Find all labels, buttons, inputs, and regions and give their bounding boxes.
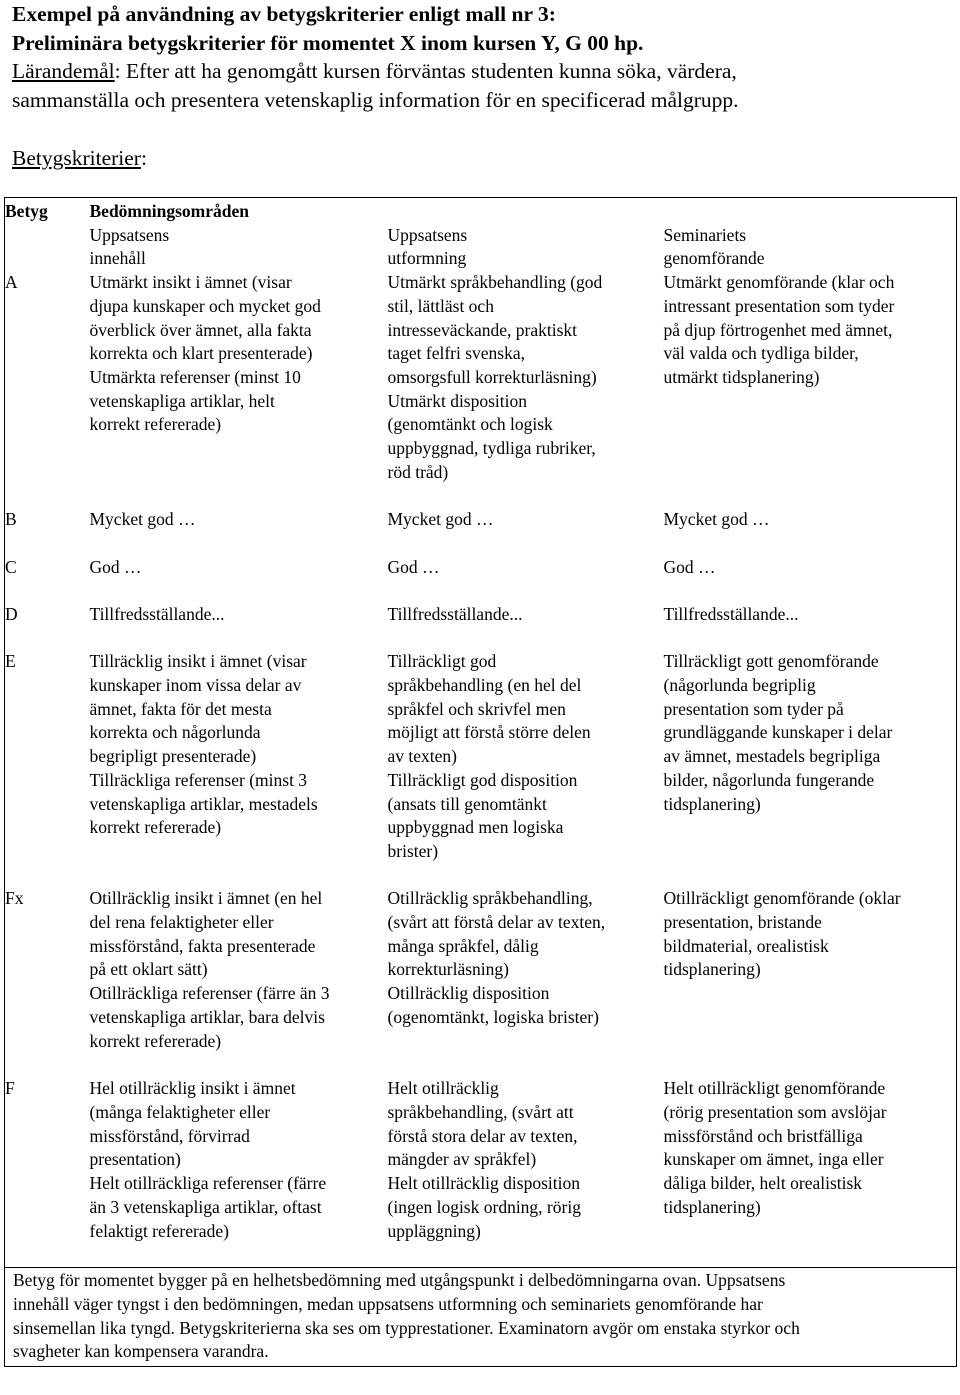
table-row	[5, 650, 957, 887]
learning-goal-continuation: sammanställa och presentera vetenskaplig information för en specificerad målgrupp.	[12, 87, 739, 112]
learning-goal-text: : Efter att ha genomgått kursen förväntas studenten kunna söka, värdera,	[114, 59, 737, 83]
area-column-headers	[5, 224, 957, 271]
criteria-cell: Otillräcklig insikt i ämnet (en hel del rena felaktigheter eller missförstånd, fakta presenterade på ett oklart sätt) Otillräckliga referenser (färre än 3 vetenskapliga artiklar, bara delvis korrekt refererade)	[89, 888, 330, 1051]
criteria-cell: Tillräcklig insikt i ämnet (visar kunskaper inom vissa delar av ämnet, fakta för det mesta korrekta och någorlunda begripligt presenterade) Tillräckliga referenser (minst 3 vetenskapliga artiklar, mestadels korrekt refererade)	[89, 651, 318, 838]
grade-cell: B	[5, 509, 17, 530]
column-header-content: Uppsatsens innehåll	[89, 224, 170, 269]
criteria-cell: Helt otillräcklig språkbehandling, (svårt att förstå stora delar av texten, mängder av språkfel) Helt otillräcklig disposition (ingen logisk ordning, rörig uppläggning)	[387, 1078, 581, 1241]
grade-cell: Fx	[5, 888, 24, 909]
grade-spacer	[5, 224, 90, 271]
table-row	[5, 508, 957, 555]
criteria-cell: Tillfredsställande...	[387, 603, 523, 624]
criteria-cell: God …	[387, 556, 440, 577]
criteria-cell: Mycket god …	[387, 509, 494, 530]
criteria-cell: Hel otillräcklig insikt i ämnet (många felaktigheter eller missförstånd, förvirrad presentation) Helt otillräckliga referenser (färre än 3 vetenskapliga artiklar, oftast felaktigt refererade)	[89, 1078, 327, 1241]
table-footer-row	[5, 1268, 957, 1367]
criteria-heading	[12, 144, 147, 172]
assessment-areas-header: Bedömningsområden	[89, 201, 249, 221]
grade-cell: C	[5, 556, 17, 577]
document-title: Exempel på användning av betygskriterier enligt mall nr 3:	[12, 2, 556, 26]
table-row	[5, 887, 957, 1077]
criteria-cell: Mycket god …	[89, 509, 196, 530]
criteria-cell: God …	[89, 556, 142, 577]
criteria-colon: :	[140, 146, 147, 170]
grade-cell: A	[5, 272, 18, 293]
document-header	[12, 0, 952, 114]
grading-criteria-table	[4, 197, 957, 1367]
criteria-cell: Tillräckligt gott genomförande (någorlunda begriplig presentation som tyder på grundläggande kunskaper i delar av ämnet, mestadels begripliga bilder, någorlunda fungerande tidsplanering)	[663, 651, 893, 814]
criteria-cell: Utmärkt genomförande (klar och intressant presentation som tyder på djup förtrogenhet med ämnet, väl valda och tydliga bilder, utmärkt tidsplanering)	[663, 272, 895, 387]
criteria-cell: God …	[663, 556, 716, 577]
document-subtitle: Preliminära betygskriterier för momentet X inom kursen Y, G 00 hp.	[12, 30, 644, 55]
table-row	[5, 1077, 957, 1268]
criteria-cell: Tillräckligt god språkbehandling (en hel del språkfel och skrivfel men möjligt att förstå större delen av texten) Tillräckligt god disposition (ansats till genomtänkt uppbyggnad men logiska brister)	[387, 651, 591, 861]
table-row	[5, 603, 957, 650]
grade-header: Betyg	[5, 201, 48, 221]
grading-note: Betyg för momentet bygger på en helhetsbedömning med utgångspunkt i delbedömningarna ovan. Uppsatsens innehåll väger tyngst i den bedömningen, medan uppsatsens utformning och seminariets genomförande har sinsemellan lika tyngd. Betygskriterierna ska ses om typprestationer. Examinatorn avgör om enstaka styrkor och svagheter kan kompensera varandra.	[5, 1268, 957, 1367]
column-header-form: Uppsatsens utformning	[387, 224, 468, 269]
grade-cell: F	[5, 1078, 15, 1099]
criteria-cell: Utmärkt språkbehandling (god stil, lättläst och intresseväckande, praktiskt taget felfri svenska, omsorgsfull korrekturläsning) Utmärkt disposition (genomtänkt och logisk uppbyggnad, tydliga rubriker, röd tråd)	[387, 272, 603, 482]
criteria-cell: Otillräcklig språkbehandling, (svårt att förstå delar av texten, många språkfel, dålig korrekturläsning) Otillräcklig disposition (ogenomtänkt, logiska brister)	[387, 888, 606, 1027]
grade-cell: D	[5, 603, 18, 624]
learning-goal-line	[12, 57, 952, 86]
column-header-seminar: Seminariets genomförande	[663, 224, 765, 269]
criteria-cell: Otillräckligt genomförande (oklar presentation, bristande bildmaterial, orealistisk tidsplanering)	[663, 888, 901, 980]
table-row	[5, 271, 957, 508]
table-row	[5, 556, 957, 603]
learning-goal-label: Lärandemål	[12, 59, 115, 83]
criteria-cell: Mycket god …	[663, 509, 770, 530]
criteria-cell: Tillfredsställande...	[663, 603, 799, 624]
table-header-row	[5, 198, 957, 224]
criteria-cell: Helt otillräckligt genomförande (rörig presentation som avslöjar missförstånd och bristfälliga kunskaper om ämnet, inga eller dåliga bilder, helt orealistisk tidsplanering)	[663, 1078, 887, 1217]
criteria-cell: Tillfredsställande...	[89, 603, 225, 624]
criteria-cell: Utmärkt insikt i ämnet (visar djupa kunskaper och mycket god överblick över ämnet, alla fakta korrekta och klart presenterade) Utmärkta referenser (minst 10 vetenskapliga artiklar, helt korrekt refererade)	[89, 272, 321, 435]
criteria-label: Betygskriterier	[12, 146, 141, 170]
grade-cell: E	[5, 651, 16, 672]
